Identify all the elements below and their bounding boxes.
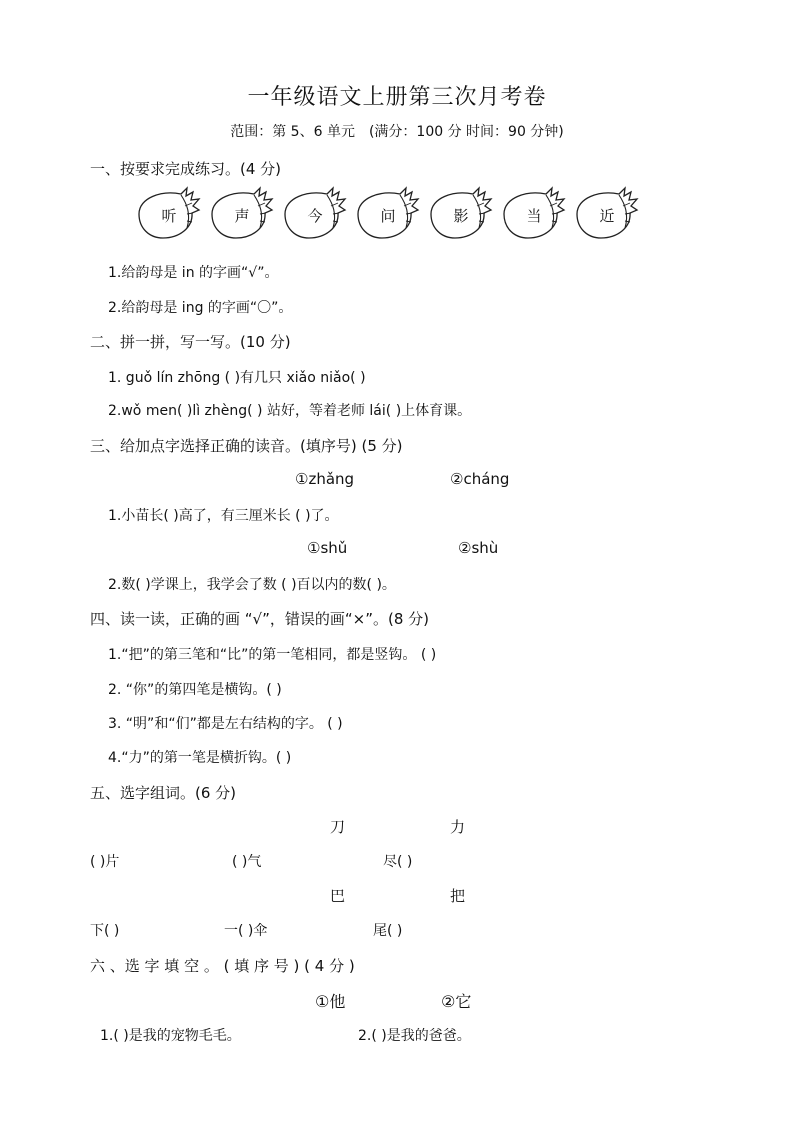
s3-question-2: 2.数( )学课上，我学会了数 ( )百以内的数( )。 xyxy=(108,577,396,593)
s5-row2-blank-c: 尾( ) xyxy=(373,923,403,939)
s1-question-2: 2.给韵母是 ing 的字画“〇”。 xyxy=(108,300,293,316)
s5-char-2b: 把 xyxy=(450,887,466,905)
s3-question-1: 1.小苗长( )高了，有三厘米长 ( )了。 xyxy=(108,508,339,524)
section-3-heading: 三、给加点字选择正确的读音。(填序号) (5 分) xyxy=(90,437,403,455)
s4-question-1: 1.“把”的第三笔和“比”的第一笔相同，都是竖钩。 ( ) xyxy=(108,647,437,663)
leaf-card xyxy=(354,184,424,242)
leaf-card xyxy=(208,184,278,242)
s1-question-1: 1.给韵母是 in 的字画“√”。 xyxy=(108,265,279,281)
s5-char-1b: 力 xyxy=(450,818,466,836)
exam-scope: 范围：第 5、6 单元 (满分：100 分 时间：90 分钟) xyxy=(230,124,564,140)
s6-question-1: 1.( )是我的宠物毛毛。 xyxy=(100,1028,241,1044)
s5-char-1a: 刀 xyxy=(330,818,346,836)
section-2-heading: 二、拼一拼，写一写。(10 分) xyxy=(90,333,291,351)
s3-option-2a: ①shǔ xyxy=(307,539,348,557)
s4-question-2: 2. “你”的第四笔是横钩。( ) xyxy=(108,682,282,698)
leaf-card xyxy=(427,184,497,242)
s6-option-b: ②它 xyxy=(441,992,472,1011)
s5-row1-blank-c: 尽( ) xyxy=(383,854,413,870)
s4-question-4: 4.“力”的第一笔是横折钩。( ) xyxy=(108,750,292,766)
leaf-card xyxy=(500,184,570,242)
page-title: 一年级语文上册第三次月考卷 xyxy=(247,85,547,110)
s3-option-1a: ①zhǎng xyxy=(295,470,355,488)
leaf-character: 声 xyxy=(234,207,250,225)
section-4-heading: 四、读一读，正确的画 “√”，错误的画“×”。(8 分) xyxy=(90,610,429,628)
s6-option-a: ①他 xyxy=(315,992,346,1011)
leaf-character: 听 xyxy=(161,207,177,225)
leaf-card xyxy=(573,184,643,242)
leaf-character: 问 xyxy=(380,207,396,225)
s3-option-2b: ②shù xyxy=(458,539,499,557)
s2-question-1: 1. guǒ lín zhōng ( )有几只 xiǎo niǎo( ) xyxy=(108,370,366,386)
leaf-character: 影 xyxy=(453,207,469,225)
s3-option-1b: ②cháng xyxy=(450,470,510,488)
leaf-card xyxy=(281,184,351,242)
s5-char-2a: 巴 xyxy=(330,887,346,905)
leaf-character: 近 xyxy=(599,207,615,225)
leaf-card xyxy=(135,184,205,242)
s5-row2-blank-b: 一( )伞 xyxy=(224,923,268,939)
s2-question-2: 2.wǒ men( )lì zhèng( ) 站好，等着老师 lái( )上体育课。 xyxy=(108,403,472,419)
s5-row1-blank-a: ( )片 xyxy=(90,854,120,870)
section-5-heading: 五、选字组词。(6 分) xyxy=(90,784,237,802)
section-6-heading: 六 、选 字 填 空 。 ( 填 序 号 ) ( 4 分 ) xyxy=(90,957,355,975)
section-1-heading: 一、按要求完成练习。(4 分) xyxy=(90,160,282,178)
s6-question-2: 2.( )是我的爸爸。 xyxy=(358,1028,471,1044)
leaf-character: 当 xyxy=(526,207,542,225)
s4-question-3: 3. “明”和“们”都是左右结构的字。 ( ) xyxy=(108,716,343,732)
leaf-character: 今 xyxy=(307,207,323,225)
s5-row2-blank-a: 下( ) xyxy=(90,923,120,939)
s5-row1-blank-b: ( )气 xyxy=(232,854,262,870)
